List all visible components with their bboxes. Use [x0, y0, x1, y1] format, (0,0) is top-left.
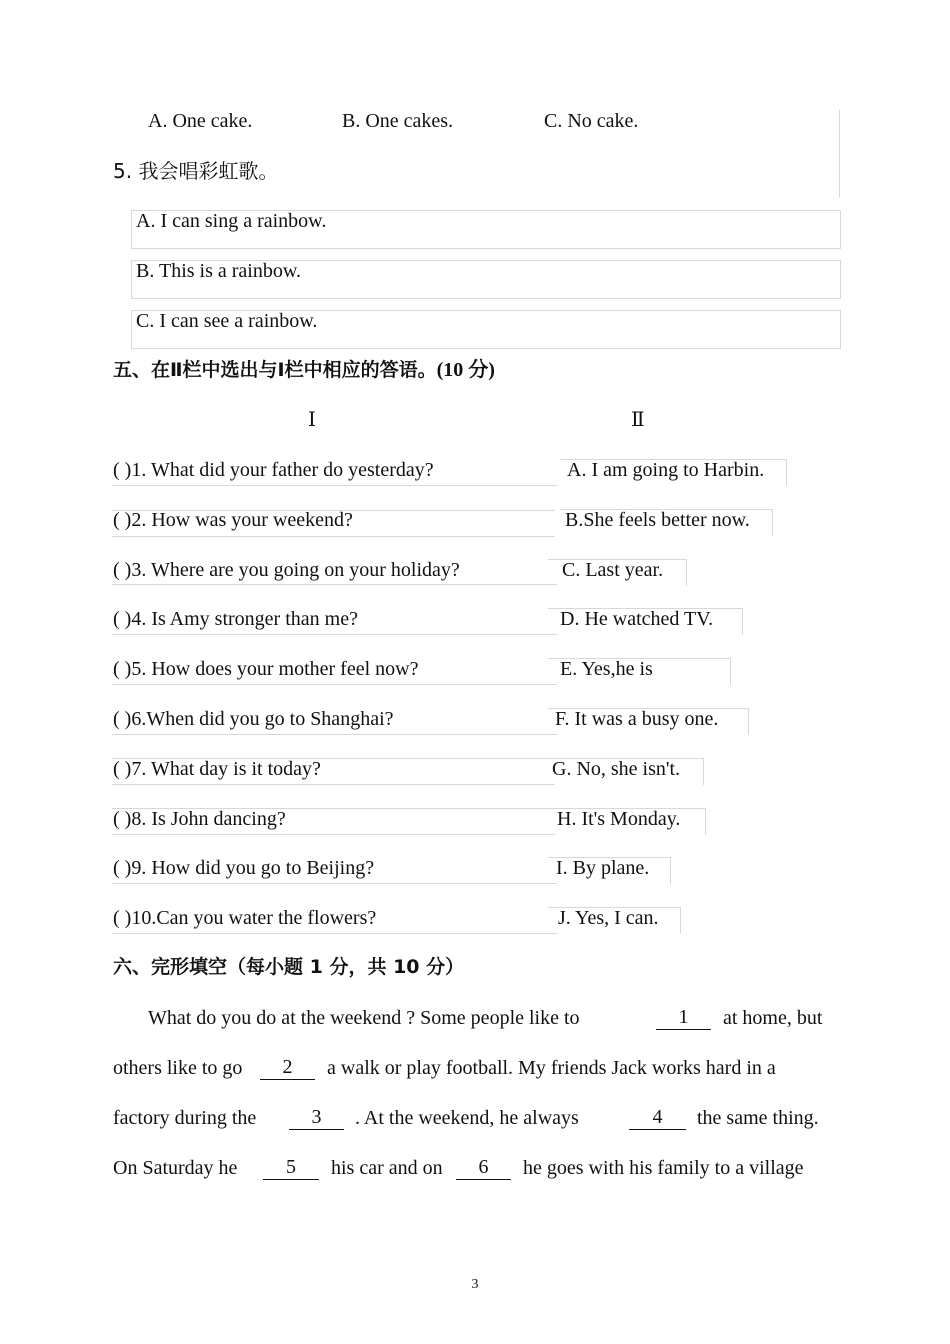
blank-6-number: 6	[478, 1156, 489, 1178]
q4-option-a: A. One cake.	[148, 110, 253, 132]
question-7: ( )7. What day is it today?	[113, 758, 321, 780]
answer-g-frame	[548, 758, 704, 785]
question-5: ( )5. How does your mother feel now?	[113, 658, 419, 680]
answer-h-frame	[548, 808, 706, 835]
row-10-line	[112, 933, 557, 934]
page-number: 3	[471, 1277, 479, 1292]
answer-c: C. Last year.	[562, 559, 664, 581]
cloze-line3-text-a: factory during the	[113, 1107, 257, 1129]
answer-d-frame	[548, 608, 743, 635]
answer-b-frame	[560, 509, 773, 536]
row-3-line	[112, 584, 557, 585]
blank-2-number: 2	[282, 1056, 293, 1078]
question-4: ( )4. Is Amy stronger than me?	[113, 608, 358, 630]
blank-1-number: 1	[678, 1006, 689, 1028]
blank-5-number: 5	[286, 1156, 296, 1178]
section5-title	[113, 357, 495, 383]
column-1-header: Ⅰ	[308, 409, 316, 431]
answer-g: G. No, she isn't.	[552, 758, 681, 780]
answer-a: A. I am going to Harbin.	[567, 459, 765, 481]
cloze-line1-text-b: at home, but	[723, 1007, 823, 1029]
row-9-line	[112, 883, 557, 884]
question-10: ( )10.Can you water the flowers?	[113, 907, 377, 929]
cloze-line2-text-b: a walk or play football. My friends Jack works hard in a	[327, 1057, 776, 1079]
row-5-line	[112, 684, 557, 685]
answer-i-frame	[548, 857, 671, 884]
question-2: ( )2. How was your weekend?	[113, 509, 353, 531]
answer-e: E. Yes,he is	[560, 658, 653, 680]
answer-j-frame	[548, 907, 681, 934]
question-1: ( )1. What did your father do yesterday?	[113, 459, 434, 481]
answer-i: I. By plane.	[556, 857, 650, 879]
q5-option-c: C. I can see a rainbow.	[136, 310, 318, 332]
q5-stem: 5. 我会唱彩虹歌。	[113, 159, 279, 183]
question-6: ( )6.When did you go to Shanghai?	[113, 708, 394, 730]
q4-option-b: B. One cakes.	[342, 110, 454, 132]
q4-option-c: C. No cake.	[544, 110, 639, 132]
cloze-line4-text-b: his car and on	[331, 1157, 443, 1179]
answer-e-frame	[548, 658, 731, 685]
blank-4-number: 4	[652, 1106, 663, 1128]
row-1-line	[112, 485, 557, 486]
cloze-line1-text-a: What do you do at the weekend ? Some people like to	[148, 1007, 580, 1029]
answer-c-frame	[548, 559, 687, 586]
section5-title-text: 五、在Ⅱ栏中选出与Ⅰ栏中相应的答语。	[113, 359, 437, 381]
cloze-line4-text-a: On Saturday he	[113, 1157, 238, 1179]
cloze-line3-text-b: . At the weekend, he always	[355, 1107, 579, 1129]
answer-b: B.She feels better now.	[565, 509, 750, 531]
cloze-line4-text-c: he goes with his family to a village	[523, 1157, 804, 1179]
answer-f-frame	[548, 708, 749, 735]
blank-3-number: 3	[311, 1106, 322, 1128]
q5-option-a: A. I can sing a rainbow.	[136, 210, 327, 232]
answer-f: F. It was a busy one.	[555, 708, 719, 730]
question-8: ( )8. Is John dancing?	[113, 808, 286, 830]
q5-option-b: B. This is a rainbow.	[136, 260, 301, 282]
question-9: ( )9. How did you go to Beijing?	[113, 857, 375, 879]
cloze-line3-text-c: the same thing.	[697, 1107, 819, 1129]
section6-title: 六、完形填空（每小题 1 分，共 10 分）	[113, 956, 465, 978]
answer-a-frame	[560, 459, 787, 486]
row-4-line	[112, 634, 557, 635]
answer-j: J. Yes, I can.	[558, 907, 659, 929]
question-3: ( )3. Where are you going on your holiday?	[113, 559, 460, 581]
cloze-line2-text-a: others like to go	[113, 1057, 243, 1079]
answer-h: H. It's Monday.	[557, 808, 681, 830]
answer-d: D. He watched TV.	[560, 608, 714, 630]
section5-title-score: (10 分)	[436, 359, 495, 381]
column-2-header: Ⅱ	[631, 409, 645, 431]
row-6-line	[112, 734, 557, 735]
